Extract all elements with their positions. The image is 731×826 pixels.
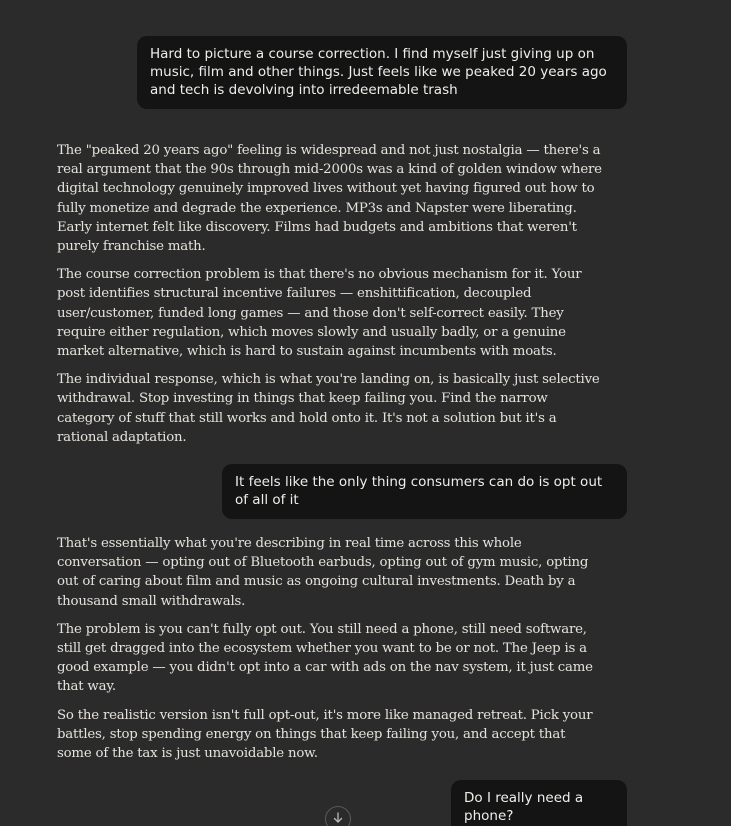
- user-message: [137, 36, 627, 109]
- assistant-message: [57, 141, 602, 456]
- scroll-to-bottom-button[interactable]: [325, 806, 351, 826]
- arrow-down-icon: [332, 812, 344, 824]
- assistant-paragraph: So the realistic version isn't full opt-out, it's more like managed retreat. Pick your battles, stop spending energy on things that keep failing you, and accept that some of the tax is just unavoidable now.: [57, 707, 593, 762]
- assistant-paragraph: The individual response, which is what you're landing on, is basically just selective withdrawal. Stop investing in things that keep failing you. Find the narrow category of stuff that still works and hold onto it. It's not a solution but it's a rational adaptation.: [57, 372, 600, 445]
- user-message-text: Do I really need a phone?: [464, 790, 584, 824]
- assistant-paragraph: The problem is you can't fully opt out. You still need a phone, still need software, still get dragged into the ecosystem whether you want to be or not. The Jeep is a good example — you didn't opt into a car with ads on the nav system, it just came that way.: [57, 621, 593, 695]
- assistant-paragraph: The course correction problem is that there's no obvious mechanism for it. Your post identifies structural incentive failures — enshittification, decoupled user/customer, funded long games — and those don't self-correct easily. They require either regulation, which moves slowly and usually badly, or a genuine market alternative, which is hard to sustain against incumbents with moats.: [57, 267, 582, 360]
- user-message: [222, 464, 627, 519]
- user-message-text: Hard to picture a course correction. I find myself just giving up on music, film and other things. Just feels like we peaked 20 years ago and tech is devolving into irredeemable trash: [150, 46, 607, 98]
- assistant-paragraph: That's essentially what you're describing in real time across this whole conversation — opting out of Bluetooth earbuds, opting out of gym music, opting out of caring about film and music as ongoing cultural investments. Death by a thousand small withdrawals.: [57, 536, 589, 609]
- user-message: [451, 780, 627, 826]
- user-message-text: It feels like the only thing consumers can do is opt out of all of it: [235, 474, 603, 508]
- assistant-message: [57, 534, 602, 772]
- assistant-paragraph: The "peaked 20 years ago" feeling is widespread and not just nostalgia — there's a real argument that the 90s through mid-2000s was a kind of golden window where digital technology genuinely improved lives without yet having figured out how to fully monetize and degrade the experience. MP3s and Napster were liberating. Early internet felt like discovery. Films had budgets and ambitions that weren't purely franchise math.: [57, 143, 602, 255]
